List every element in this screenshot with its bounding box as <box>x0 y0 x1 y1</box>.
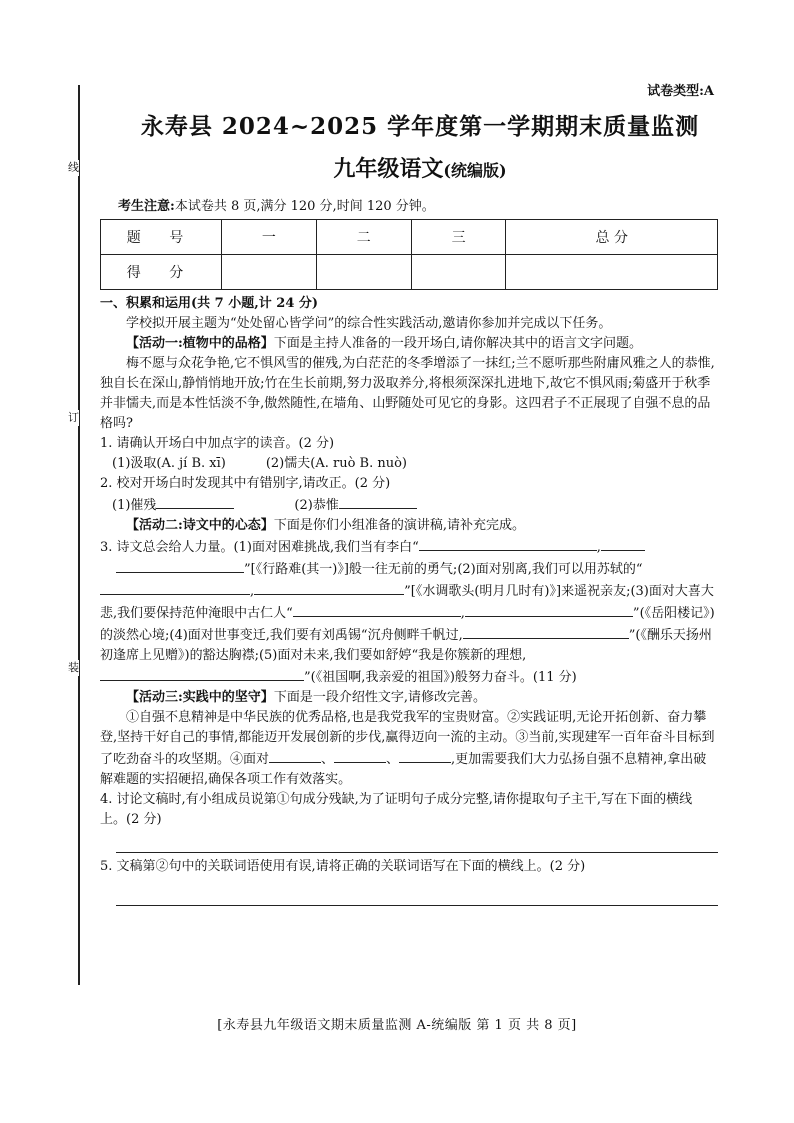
section-intro: 学校拟开展主题为“处处留心皆学问”的综合性实践活动,邀请你参加并完成以下任务。 <box>126 316 612 331</box>
answer-blank[interactable] <box>269 748 321 763</box>
blank-separator: 、 <box>386 752 400 767</box>
answer-blank[interactable] <box>100 666 304 681</box>
question-1: 1. 请确认开场白中加点字的读音。(2 分) <box>100 436 335 451</box>
intro-passage-part-2: ,更加需要我们大力弘扬自强不息精神,拿出破解难题的实招硬招,确保各项工作有效落实。 <box>100 752 707 787</box>
activity-3-text: 下面是一段介绍性文字,请修改完善。 <box>273 690 486 705</box>
question-1-option-2: (2)懦夫(A. ruò B. nuò) <box>265 456 407 471</box>
answer-blank[interactable] <box>293 602 461 617</box>
section-heading: 一、积累和运用(共 7 小题,计 24 分) <box>100 296 319 311</box>
question-2-items <box>100 494 718 516</box>
answer-blank[interactable] <box>334 748 386 763</box>
activity-1-title: 【活动一:植物中的品格】 <box>126 336 274 351</box>
question-3-part-4: ”(《岳阳楼记》)的淡然心境;(4)面对世事变迁,我们要有刘禹锡“沉舟侧畔千帆过, <box>100 606 715 643</box>
binding-line <box>78 85 80 985</box>
question-3-part-3: ”[《水调歌头(明月几时有)》]来遥祝亲友;(3)面对大喜大悲,我们要保持范仲淹眼中古仁人“ <box>100 584 714 621</box>
score-cell-part-3: 三 <box>411 220 506 255</box>
question-1-options <box>100 454 718 474</box>
exam-title: 永寿县 2024~2025 学年度第一学期期末质量监测 <box>140 113 700 140</box>
question-3-part-6: ”(《祖国啊,我亲爱的祖国》)般努力奋斗。(11 分) <box>304 670 577 685</box>
activity-3-title: 【活动三:实践中的坚守】 <box>126 690 274 705</box>
exam-notice <box>118 195 435 214</box>
question-2-item-2: (2)恭惟 <box>294 498 339 513</box>
paper-type: 试卷类型:A <box>647 84 714 99</box>
exam-content <box>100 294 718 910</box>
intro-passage <box>100 708 718 790</box>
subject-name: 九年级语文 <box>333 156 444 182</box>
intro-passage-part-1: ①自强不息精神是中华民族的优秀品格,也是我党我军的宝贵财富。②实践证明,无论开拓创新、奋力攀登,坚持干好自己的事情,都能迈开发展创新的步伐,赢得迈向一流的主动。③当前,实现建军一百年奋斗目标到了吃劲奋斗的攻坚期。④面对 <box>100 710 715 767</box>
margin-char-bind: 订 <box>68 411 79 424</box>
score-cell-question-number: 题 号 <box>101 220 222 255</box>
activity-1-text: 下面是主持人准备的一段开场白,请你解决其中的语言文字问题。 <box>273 336 642 351</box>
page-footer: [永寿县九年级语文期末质量监测 A-统编版 第 1 页 共 8 页] <box>217 1018 577 1033</box>
score-cell-total: 总 分 <box>506 220 718 255</box>
notice-label: 考生注意: <box>118 199 175 214</box>
answer-blank[interactable] <box>463 624 629 639</box>
notice-text: 本试卷共 8 页,满分 120 分,时间 120 分钟。 <box>174 199 435 214</box>
blank-separator: 、 <box>321 752 335 767</box>
answer-blank[interactable] <box>419 536 597 551</box>
score-cell-empty[interactable] <box>316 255 411 290</box>
score-cell-part-2: 二 <box>316 220 411 255</box>
question-4: 4. 讨论文稿时,有小组成员说第①句成分残缺,为了证明句子成分完整,请你提取句子主干,写在下面的横线上。(2 分) <box>100 792 693 827</box>
margin-char-line: 线 <box>68 161 79 174</box>
answer-blank[interactable] <box>156 494 234 509</box>
score-table-header <box>101 220 718 255</box>
opening-passage: 梅不愿与众花争艳,它不惧风雪的催残,为白茫茫的冬季增添了一抹红;兰不愿听那些附庸风雅之人的恭惟,独自长在深山,静悄悄地开放;竹在生长前期,努力汲取养分,将根须深深扎进地下,故它不惧风雨;菊盛开于秋季并非懦夫,而是本性恬淡不争,傲然随性,在墙角、山野随处可见它的身影。这四君子不正展现了自强不息的品格吗? <box>100 356 715 431</box>
score-table-row <box>101 255 718 290</box>
answer-blank[interactable] <box>254 580 404 595</box>
score-cell-empty[interactable] <box>222 255 317 290</box>
answer-blank[interactable] <box>465 602 633 617</box>
score-cell-score-label: 得 分 <box>101 255 222 290</box>
answer-blank[interactable] <box>399 748 451 763</box>
score-table <box>100 219 718 290</box>
answer-blank[interactable] <box>100 580 250 595</box>
score-cell-part-1: 一 <box>222 220 317 255</box>
score-cell-empty[interactable] <box>411 255 506 290</box>
exam-subtitle <box>100 152 740 183</box>
question-3: 3. 诗文总会给人力量。(1)面对困难挑战,我们当有李白“ , ”[《行路难(其一)》]般一往无前的勇气;(2)面对别离,我们可以用苏轼的“, ”[《水调歌头(明月几时有)》]来遥祝亲友;(3)面对大喜大悲,我们要保持范仲淹眼中古仁人“ , ”(《岳阳楼记》)的淡然心境;(4)面对世事变迁,我们要有刘禹锡“沉舟侧畔千帆过, ”(《酬乐天扬州初逢席上见赠》)的豁达胸襟;(5)面对未来,我们要如舒婷“我是你簇新的理想,”(《祖国啊,我亲爱的祖国》)般努力奋斗。(11 分) <box>100 536 718 688</box>
answer-line-q5[interactable] <box>116 877 718 906</box>
activity-2-title: 【活动二:诗文中的心态】 <box>126 518 274 533</box>
margin-char-seal: 装 <box>68 661 79 674</box>
answer-blank[interactable] <box>601 536 645 551</box>
question-2-item-1: (1)催残 <box>112 498 157 513</box>
edition: (统编版) <box>443 161 507 180</box>
question-2: 2. 校对开场白时发现其中有错别字,请改正。(2 分) <box>100 476 391 491</box>
activity-1 <box>100 334 718 354</box>
activity-3 <box>100 688 718 708</box>
activity-2-text: 下面是你们小组准备的演讲稿,请补充完成。 <box>273 518 525 533</box>
answer-blank[interactable] <box>339 494 417 509</box>
question-1-option-1: (1)汲取(A. jí B. xī) <box>112 456 226 471</box>
question-3-part-5: ”(《酬乐天扬州初逢席上见赠》)的豁达胸襟;(5)面对未来,我们要如舒婷“我是你簇新的理想, <box>100 628 712 663</box>
score-cell-empty[interactable] <box>506 255 718 290</box>
question-3-part-1: 3. 诗文总会给人力量。(1)面对困难挑战,我们当有李白“ <box>100 540 419 555</box>
answer-blank[interactable] <box>116 558 244 573</box>
activity-2 <box>100 516 718 536</box>
question-5: 5. 文稿第②句中的关联词语使用有误,请将正确的关联词语写在下面的横线上。(2 分) <box>100 859 586 874</box>
answer-line-q4[interactable] <box>116 830 718 853</box>
question-3-part-2: ”[《行路难(其一)》]般一往无前的勇气;(2)面对别离,我们可以用苏轼的“ <box>244 562 643 577</box>
